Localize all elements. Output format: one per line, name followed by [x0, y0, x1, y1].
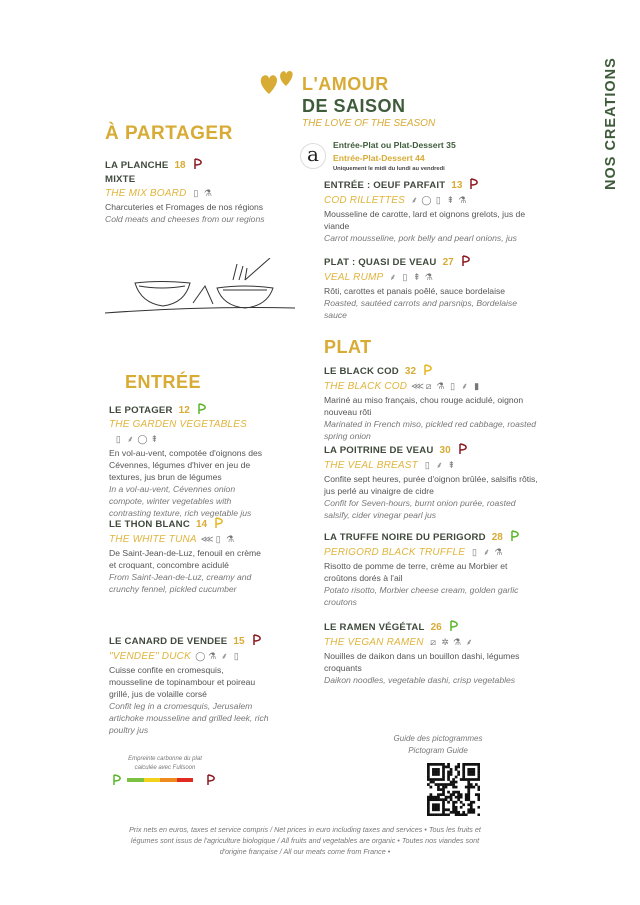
carbon-label — [110, 755, 220, 773]
footer-line3: d'origine française / All our meats come from France • — [219, 847, 391, 856]
item-description: Confite sept heures, purée d'oignon brûlée, salsifis rôtis, jus perlé au vinaigre de cidre — [324, 474, 538, 496]
item-description: Risotto de pomme de terre, crème au Morbier et croûtons dorés à l'ail — [324, 561, 508, 583]
section-plat: PLAT — [324, 337, 372, 357]
formula-note: Uniquement le midi du lundi au vendredi — [333, 166, 445, 172]
wheat-icon: ⸙ — [461, 381, 469, 391]
carbon-flag-icon — [423, 364, 433, 379]
menu-item-quasi-de-veau — [324, 255, 539, 321]
item-description: Cuisse confite en cromesquis, mousseline de topinambour et poireau grillé, jus de volaille corsé — [109, 665, 256, 699]
carbon-line2: calculée avec Fullsoon — [134, 765, 196, 771]
carbon-flag-icon — [449, 620, 459, 635]
menu-item-thon-blanc — [109, 517, 269, 595]
item-price: 26 — [430, 622, 442, 633]
carbon-flag-icon — [252, 634, 262, 649]
item-name-en: THE BLACK COD — [324, 381, 408, 392]
bowls-illustration — [105, 258, 295, 320]
egg-icon: ◯ — [137, 434, 148, 444]
sesame-icon: ✲ — [441, 637, 450, 647]
milk-icon: ▯ — [215, 534, 221, 544]
flask-icon: ⚗ — [453, 637, 462, 647]
soy-icon: ⧄ — [430, 637, 437, 647]
item-description: Mariné au miso français, chou rouge acidulé, oignon nouveau rôti — [324, 395, 524, 417]
item-price: 27 — [442, 257, 454, 268]
item-description: Nouilles de daikon dans un bouillon dashi, légumes croquants — [324, 651, 520, 673]
egg-icon: ◯ — [195, 651, 206, 661]
pictogram-guide — [388, 733, 488, 757]
flask-icon: ⚗ — [226, 534, 235, 544]
item-name-en: THE WHITE TUNA — [109, 534, 197, 545]
footer-line1: Prix nets en euros, taxes et service compris / Net prices in euro including taxes and services • Tous les fruits et — [129, 825, 481, 834]
carbon-flag-icon — [461, 255, 471, 270]
carbon-scale-segment — [127, 778, 144, 782]
formula-logo: a — [300, 143, 326, 169]
item-name-en: PERIGORD BLACK TRUFFLE — [324, 547, 466, 558]
carbon-flag-icon — [469, 178, 479, 193]
section-a-partager: À PARTAGER — [105, 123, 233, 144]
item-name-en: VEAL RUMP — [324, 272, 384, 283]
item-description-en: Confit for Seven-hours, burnt onion purée, roasted salsify, cider vinegar pearl jus — [324, 498, 516, 520]
milk-icon: ▯ — [233, 651, 240, 661]
menu-item-poitrine-de-veau — [324, 443, 539, 521]
item-price: 32 — [404, 366, 417, 377]
item-name: LA TRUFFE NOIRE DU PERIGORD — [324, 532, 486, 543]
title-line2: DE SAISON — [302, 96, 406, 116]
milk-icon: ▯ — [472, 547, 478, 557]
subtitle: THE LOVE OF THE SEASON — [302, 118, 436, 129]
item-name-en: THE MIX BOARD — [105, 188, 187, 199]
item-name-en: THE GARDEN VEGETABLES — [109, 419, 247, 430]
footer-line2: légumes sont issus de l'agriculture biologique / All fruits and vegetables are organic • Toutes nos viandes sont — [130, 836, 480, 845]
section-entree: ENTRÉE — [125, 372, 202, 392]
menu-item-la-planche — [105, 158, 265, 225]
carbon-scale-segment — [177, 778, 194, 782]
guide-line2: Pictogram Guide — [408, 746, 468, 755]
item-price: 13 — [451, 180, 463, 191]
guide-line1: Guide des pictogrammes — [393, 734, 483, 743]
flask-icon: ⚗ — [494, 547, 503, 557]
milk-icon: ▯ — [450, 381, 456, 391]
formula-line2: Entrée-Plat-Dessert 44 — [333, 153, 425, 163]
menu-item-oeuf-parfait — [324, 178, 549, 244]
carbon-scale-segment — [144, 778, 161, 782]
item-name-en: THE VEGAN RAMEN — [324, 637, 424, 648]
item-price: 30 — [439, 445, 451, 456]
wheat-icon: ⸙ — [220, 651, 228, 661]
wheat-icon: ⸙ — [127, 434, 134, 444]
item-description-en: Cold meats and cheeses from our regions — [105, 214, 265, 224]
item-name: LE CANARD DE VENDEE — [109, 636, 228, 647]
flask-icon: ⚗ — [458, 195, 467, 205]
title-line1: L'AMOUR — [302, 74, 389, 94]
item-description: Charcuteries et Fromages de nos régions — [105, 202, 264, 212]
item-price: 15 — [233, 636, 245, 647]
footer-notes — [110, 824, 500, 857]
item-description-en: Roasted, sautéed carrots and parsnips, Bordelaise sauce — [324, 298, 517, 320]
hearts-icon — [258, 66, 298, 96]
item-price: 12 — [178, 405, 190, 416]
fish-icon: ⋘ — [200, 534, 214, 544]
item-price: 28 — [491, 532, 503, 543]
celery-icon: ⇞ — [447, 460, 456, 470]
item-description-en: Marinated in French miso, pickled red cabbage, roasted spring onion — [324, 419, 537, 441]
wheat-icon: ⸙ — [483, 547, 491, 557]
wheat-icon: ⸙ — [389, 272, 397, 282]
carbon-flag-icon — [214, 517, 224, 532]
flask-icon: ⚗ — [208, 651, 217, 661]
item-name: LE POTAGER — [109, 405, 173, 416]
carbon-flag-icon — [458, 443, 468, 458]
bottle-icon: ▮ — [474, 381, 480, 391]
milk-icon: ▯ — [435, 195, 442, 205]
formula-line1: Entrée-Plat ou Plat-Dessert 35 — [333, 140, 456, 150]
item-name-en: COD RILLETTES — [324, 195, 405, 206]
item-description-en: From Saint-Jean-de-Luz, creamy and crunchy fennel, pickled cucumber — [109, 572, 252, 594]
item-name: LA POITRINE DE VEAU — [324, 445, 434, 456]
milk-icon: ▯ — [424, 460, 431, 470]
soy-icon: ⧄ — [425, 381, 432, 391]
wheat-icon: ⸙ — [410, 195, 418, 205]
item-price: 18 — [174, 160, 186, 171]
item-description-en: Carrot mousseline, pork belly and pearl onions, jus — [324, 233, 517, 243]
celery-icon: ⇞ — [413, 272, 421, 282]
flask-icon: ⚗ — [424, 272, 434, 282]
qr-code[interactable] — [427, 763, 480, 816]
menu-item-le-potager — [109, 403, 269, 519]
celery-icon: ⇞ — [446, 195, 455, 205]
flask-icon: ⚗ — [203, 188, 213, 198]
side-title: NOS CREATIONS — [603, 57, 619, 190]
item-description-en: Potato risotto, Morbier cheese cream, golden garlic croutons — [324, 585, 519, 607]
carbon-scale-bar — [127, 778, 193, 782]
wheat-icon: ⸙ — [435, 460, 443, 470]
wheat-icon: ⸙ — [465, 637, 473, 647]
milk-icon: ▯ — [402, 272, 408, 282]
item-description-en: Daikon noodles, vegetable dashi, crisp vegetables — [324, 675, 516, 685]
item-name: ENTRÉE : OEUF PARFAIT — [324, 180, 446, 191]
milk-icon: ▯ — [193, 188, 199, 198]
item-price: 14 — [195, 519, 208, 530]
item-name: LE RAMEN VÉGÉTAL — [324, 622, 425, 633]
celery-icon: ⇞ — [150, 434, 159, 444]
carbon-flag-icon — [510, 530, 520, 545]
item-description-en: In a vol-au-vent, Cévennes onion compote, winter vegetables with contrasting texture, rich vegetable jus — [109, 484, 252, 518]
carbon-flag-icon — [197, 403, 207, 418]
item-description: De Saint-Jean-de-Luz, fenouil en crème et croquant, concombre acidulé — [109, 548, 261, 570]
carbon-scale-segment — [160, 778, 177, 782]
carbon-flag-icon — [193, 158, 203, 173]
carbon-line1: Empreinte carbonne du plat — [128, 756, 202, 762]
item-name: PLAT : QUASI DE VEAU — [324, 257, 437, 268]
menu-item-black-cod — [324, 364, 539, 442]
egg-icon: ◯ — [421, 195, 432, 205]
menu-item-canard-vendee — [109, 634, 269, 736]
item-name: LE BLACK COD — [324, 366, 399, 377]
carbon-flag-low — [112, 773, 122, 791]
flask-icon: ⚗ — [436, 381, 445, 391]
item-name-en: "VENDEE" DUCK — [109, 651, 191, 662]
menu-item-ramen-vegetal — [324, 620, 539, 686]
item-description: Rôti, carottes et panais poêlé, sauce bordelaise — [324, 286, 506, 296]
item-name-line2: MIXTE — [105, 174, 136, 185]
item-name: LA PLANCHE — [105, 160, 169, 171]
carbon-flag-high — [206, 773, 216, 791]
milk-icon: ▯ — [115, 434, 122, 444]
item-name-en: THE VEAL BREAST — [324, 460, 418, 471]
item-description: Mousseline de carotte, lard et oignons grelots, jus de viande — [324, 209, 526, 231]
item-description: En vol-au-vent, compotée d'oignons des Cévennes, légumes d'hiver en jeu de textures, jus brun de légumes — [109, 448, 263, 482]
item-description-en: Confit leg in a cromesquis, Jerusalem artichoke mousseline and grilled leek, rich poultry jus — [109, 701, 269, 735]
menu-item-truffe-noire — [324, 530, 539, 608]
fish-icon: ⋘ — [411, 381, 425, 391]
item-name: LE THON BLANC — [109, 519, 190, 530]
